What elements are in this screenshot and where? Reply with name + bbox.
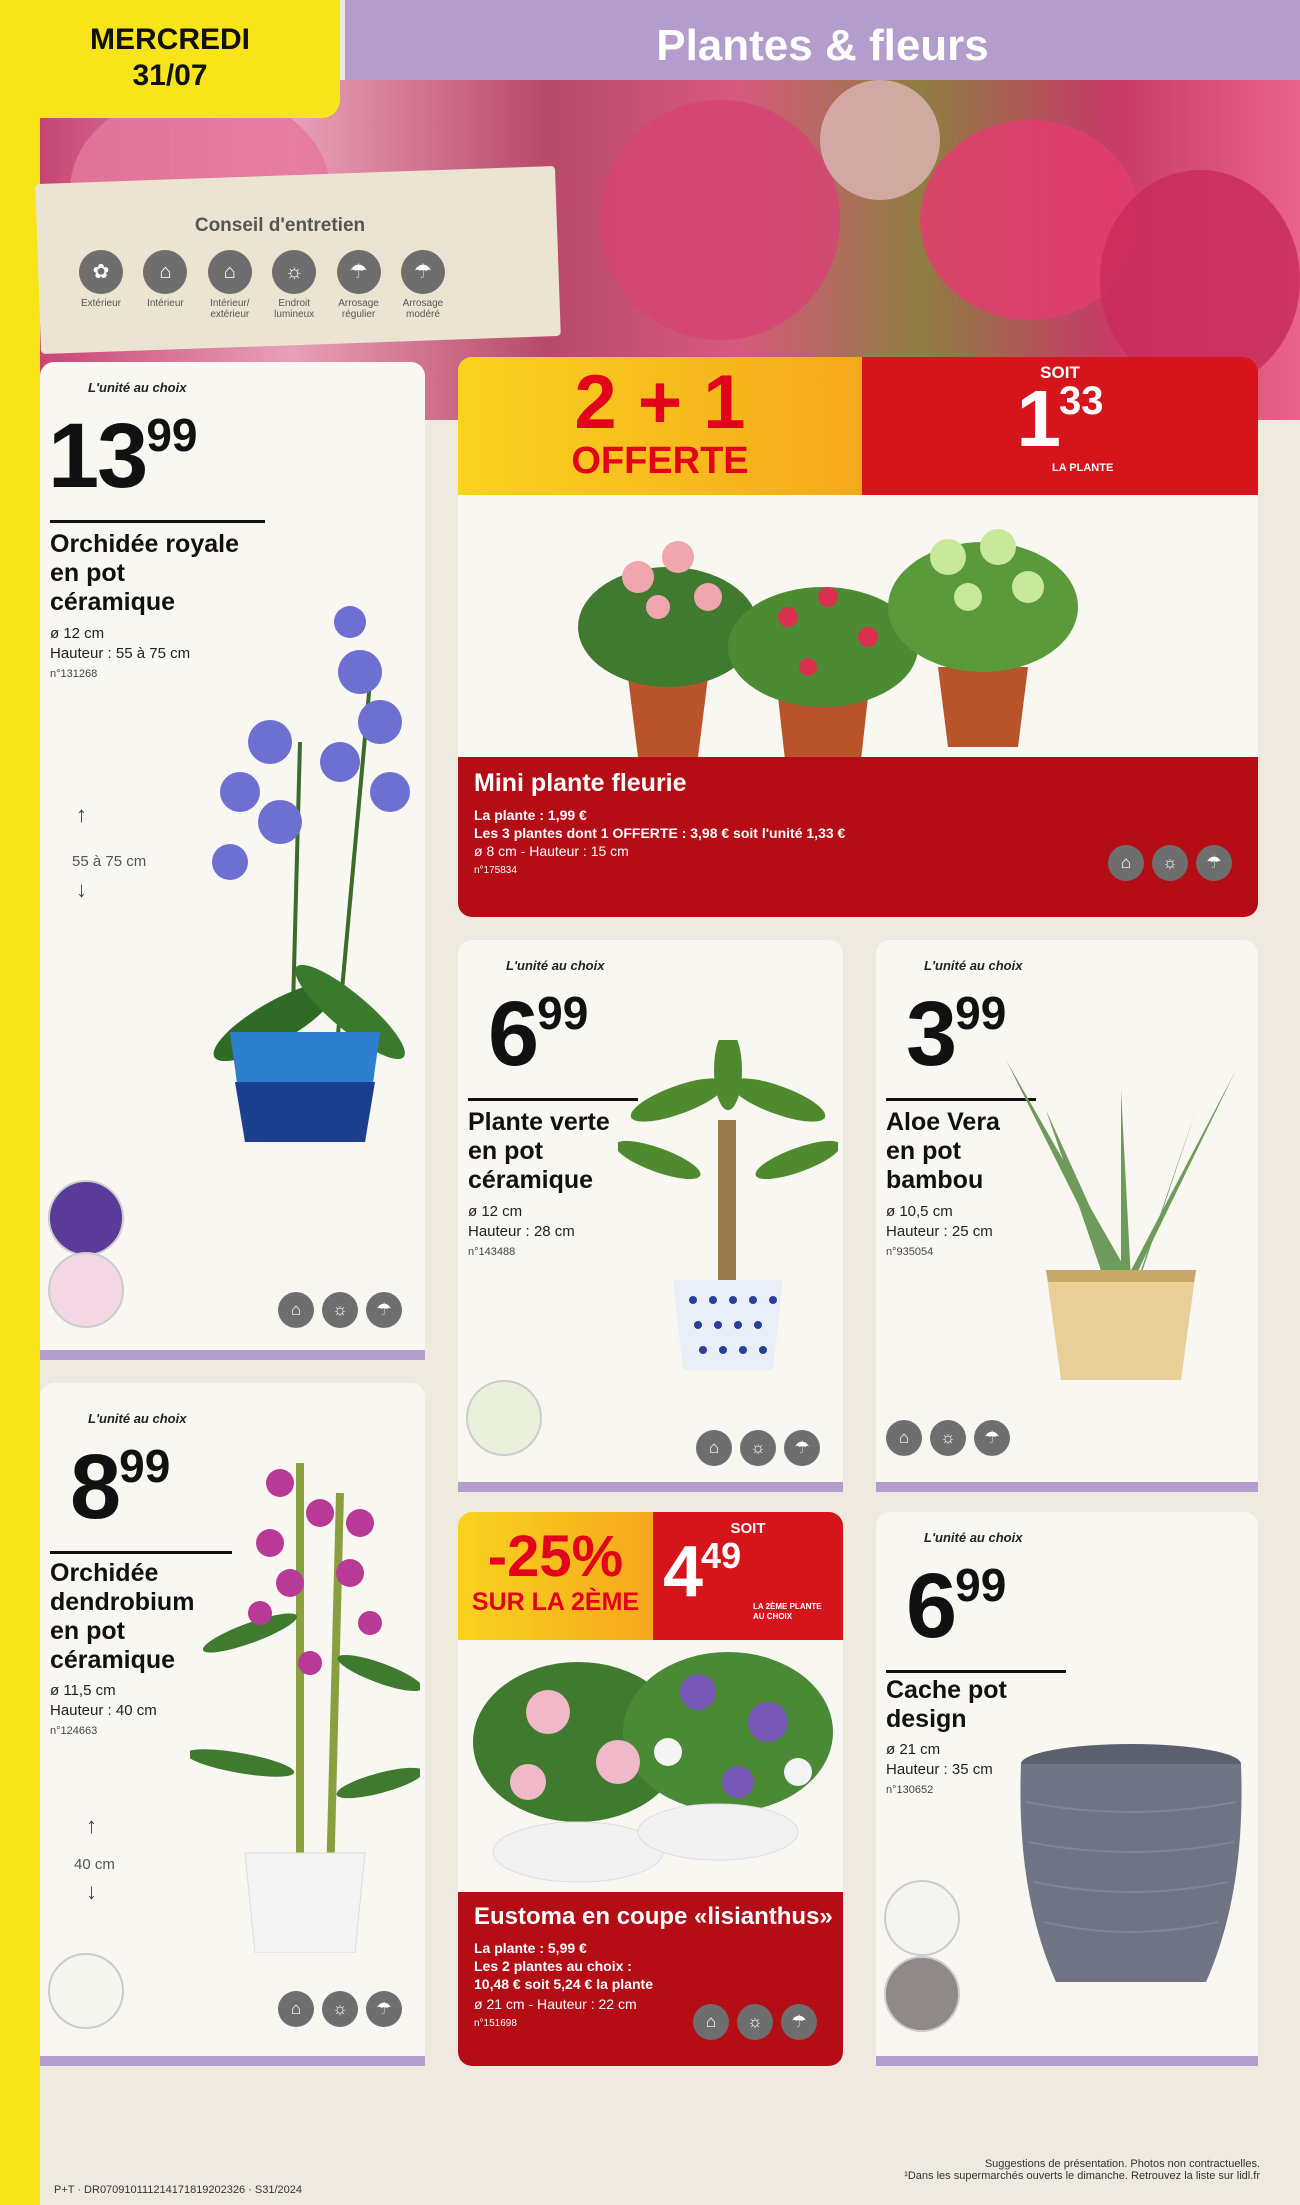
sun-icon: ☼ <box>740 1430 776 1466</box>
card-footer-bar <box>458 1482 843 1492</box>
spec-diameter: ø 11,5 cm <box>50 1682 116 1699</box>
watering-can-light-icon: ☂ <box>784 1430 820 1466</box>
divider <box>886 1670 1066 1673</box>
house-icon: ⌂ <box>143 250 187 294</box>
watering-can-light-icon: ☂ <box>366 1991 402 2027</box>
promo-main: 2 + 1 <box>574 360 746 445</box>
variant-thumb-white[interactable] <box>884 1880 960 1956</box>
price: $1^{33}$ <box>1016 374 1104 463</box>
choice-label: L'unité au choix <box>88 380 187 395</box>
ref-number: n°131268 <box>50 668 98 680</box>
price-line-1: La plante : 5,99 € <box>474 1940 587 1956</box>
sun-icon: ☼ <box>737 2004 773 2040</box>
sun-icon: ☼ <box>322 1292 358 1328</box>
card-footer-bar <box>40 2056 425 2066</box>
dendrobium-image <box>190 1433 420 1953</box>
price: $8^{99}$ <box>70 1436 171 1538</box>
sun-icon: ☼ <box>930 1420 966 1456</box>
care-icons-row <box>1108 845 1240 881</box>
sun-icon: ☼ <box>1152 845 1188 881</box>
price-box <box>653 1512 843 1640</box>
spec-line: ø 8 cm - Hauteur : 15 cm <box>474 843 629 859</box>
cache-pot-image <box>1016 1742 1246 1992</box>
card-aloe-vera[interactable] <box>876 940 1258 1492</box>
card-orchidee-royale[interactable] <box>40 362 425 1360</box>
product-name: Cache pot design <box>886 1676 1007 1733</box>
house-icon: ⌂ <box>278 1292 314 1328</box>
house-icon: ⌂ <box>696 1430 732 1466</box>
footer-code: P+T · DR07091011121417181920232​6 · S31/2024 <box>54 2184 303 2196</box>
unit-label: LA 2ÈME PLANTE AU CHOIX <box>753 1602 822 1621</box>
price-box <box>862 357 1258 495</box>
info-band <box>458 757 1258 917</box>
spec-diameter: ø 12 cm <box>468 1203 523 1220</box>
promo-sub: SUR LA 2ÈME <box>471 1588 640 1616</box>
spec-height: Hauteur : 35 cm <box>886 1761 993 1778</box>
watering-can-light-icon: ☂ <box>1196 845 1232 881</box>
sprout-icon: ✿ <box>79 250 123 294</box>
spec-height: Hauteur : 40 cm <box>50 1702 157 1719</box>
choice-label: L'unité au choix <box>924 1530 1023 1545</box>
house-icon: ⌂ <box>886 1420 922 1456</box>
care-legend <box>72 250 452 320</box>
ref-number: n°151698 <box>474 2018 517 2029</box>
sun-icon: ☼ <box>322 1991 358 2027</box>
sun-icon: ☼ <box>272 250 316 294</box>
ref-number: n°175834 <box>474 865 517 876</box>
footer-note-2: ¹Dans les supermarchés ouverts le dimanche. Retrouvez la liste sur lidl.fr <box>904 2170 1260 2182</box>
unit-label: LA PLANTE <box>1052 462 1114 474</box>
card-footer-bar <box>40 1350 425 1360</box>
choice-label: L'unité au choix <box>88 1411 187 1426</box>
product-name: Orchidée dendrobium en pot céramique <box>50 1559 195 1674</box>
date-badge <box>0 0 340 118</box>
promo-main: -25% <box>487 1524 624 1589</box>
care-item-both: ⌂ Intérieur/ extérieur <box>201 250 259 320</box>
care-item-moderate-water: ☂ Arrosage modéré <box>394 250 452 320</box>
promo-sub: OFFERTE <box>571 440 749 482</box>
day-label: MERCREDI <box>89 23 250 56</box>
soit-label: SOIT <box>1040 363 1080 382</box>
variant-thumb-palm[interactable] <box>466 1380 542 1456</box>
mini-plants-image <box>568 497 1168 797</box>
price-line-3: 10,48 € soit 5,24 € la plante <box>474 1976 653 1992</box>
variant-thumb-taupe[interactable] <box>884 1956 960 2032</box>
spec-line: ø 21 cm - Hauteur : 22 cm <box>474 1996 637 2012</box>
care-icons-row <box>278 1292 410 1328</box>
card-plante-verte[interactable] <box>458 940 843 1492</box>
care-icons-row <box>696 1430 828 1466</box>
variant-thumb-white[interactable] <box>48 1953 124 2029</box>
watering-can-icon: ☂ <box>337 250 381 294</box>
care-icons-row <box>278 1991 410 2027</box>
price-line-2: Les 3 plantes dont 1 OFFERTE : 3,98 € soit l'unité 1,33 € <box>474 825 846 841</box>
product-name: Orchidée royale en pot céramique <box>50 530 239 616</box>
card-mini-plante[interactable] <box>458 357 1258 917</box>
spec-height: Hauteur : 25 cm <box>886 1223 993 1240</box>
aloe-image <box>986 1050 1246 1390</box>
height-indicator: 55 à 75 cm <box>72 853 147 870</box>
divider <box>50 520 265 523</box>
orchid-image <box>180 562 430 1142</box>
spec-height: Hauteur : 28 cm <box>468 1223 575 1240</box>
house-sprout-icon: ⌂ <box>208 250 252 294</box>
price: $6^{99}$ <box>488 983 589 1085</box>
promo-badge <box>458 1512 653 1640</box>
choice-label: L'unité au choix <box>924 958 1023 973</box>
product-name: Aloe Vera en pot bambou <box>886 1108 1000 1194</box>
product-name: Plante verte en pot céramique <box>468 1108 610 1194</box>
arrow-down-icon: ↓ <box>86 1879 97 1904</box>
card-footer-bar <box>876 2056 1258 2066</box>
arrow-up-icon: ↑ <box>76 802 87 827</box>
card-eustoma[interactable] <box>458 1512 843 2066</box>
footer-notes <box>904 2158 1260 2182</box>
care-title: Conseil d'entretien <box>194 215 366 236</box>
divider <box>468 1098 638 1101</box>
side-strip <box>0 0 40 2205</box>
page-title: Plantes & fleurs <box>345 0 1300 80</box>
card-footer-bar <box>876 1482 1258 1492</box>
spec-diameter: ø 10,5 cm <box>886 1203 953 1220</box>
soit-label: SOIT <box>730 1520 766 1537</box>
price: $6^{99}$ <box>906 1555 1007 1657</box>
price-line-1: La plante : 1,99 € <box>474 807 587 823</box>
care-icons-row <box>886 1420 1018 1456</box>
spec-height: Hauteur : 55 à 75 cm <box>50 645 191 662</box>
eustoma-image <box>468 1642 838 1902</box>
date-label: 31/07 <box>132 59 208 92</box>
footer-note-1: Suggestions de présentation. Photos non contractuelles. <box>984 2158 1260 2170</box>
card-cache-pot[interactable] <box>876 1512 1258 2066</box>
care-icons-row <box>693 2004 825 2040</box>
choice-label: L'unité au choix <box>506 958 605 973</box>
variant-thumb-purple[interactable] <box>48 1180 124 1256</box>
house-icon: ⌂ <box>1108 845 1144 881</box>
watering-can-light-icon: ☂ <box>781 2004 817 2040</box>
watering-can-light-icon: ☂ <box>366 1292 402 1328</box>
care-item-interior: ⌂ Intérieur <box>136 250 194 320</box>
watering-can-light-icon: ☂ <box>974 1420 1010 1456</box>
card-orchidee-dendrobium[interactable] <box>40 1383 425 2066</box>
arrow-down-icon: ↓ <box>76 877 87 902</box>
care-item-exterior: ✿ Extérieur <box>72 250 130 320</box>
house-icon: ⌂ <box>693 2004 729 2040</box>
product-name: Eustoma en coupe «lisianthus» <box>474 1903 833 1930</box>
price: $4^{49}$ <box>663 1532 742 1612</box>
house-icon: ⌂ <box>278 1991 314 2027</box>
ref-number: n°143488 <box>468 1246 516 1258</box>
product-name: Mini plante fleurie <box>474 769 687 797</box>
height-indicator: 40 cm <box>74 1856 115 1873</box>
price-line-2: Les 2 plantes au choix : <box>474 1958 632 1974</box>
care-item-regular-water: ☂ Arrosage régulier <box>330 250 388 320</box>
watering-can-light-icon: ☂ <box>401 250 445 294</box>
variant-thumb-pink[interactable] <box>48 1252 124 1328</box>
info-band <box>458 1892 843 2066</box>
ref-number: n°124663 <box>50 1725 98 1737</box>
care-item-light: ☼ Endroit lumineux <box>265 250 323 320</box>
money-tree-image <box>618 1040 838 1370</box>
spec-diameter: ø 12 cm <box>50 625 105 642</box>
promo-badge <box>458 357 862 495</box>
price: $13^{99}$ <box>48 405 198 507</box>
spec-diameter: ø 21 cm <box>886 1741 941 1758</box>
arrow-up-icon: ↑ <box>86 1813 97 1838</box>
price: $3^{99}$ <box>906 983 1007 1085</box>
ref-number: n°935054 <box>886 1246 934 1258</box>
ref-number: n°130652 <box>886 1784 934 1796</box>
